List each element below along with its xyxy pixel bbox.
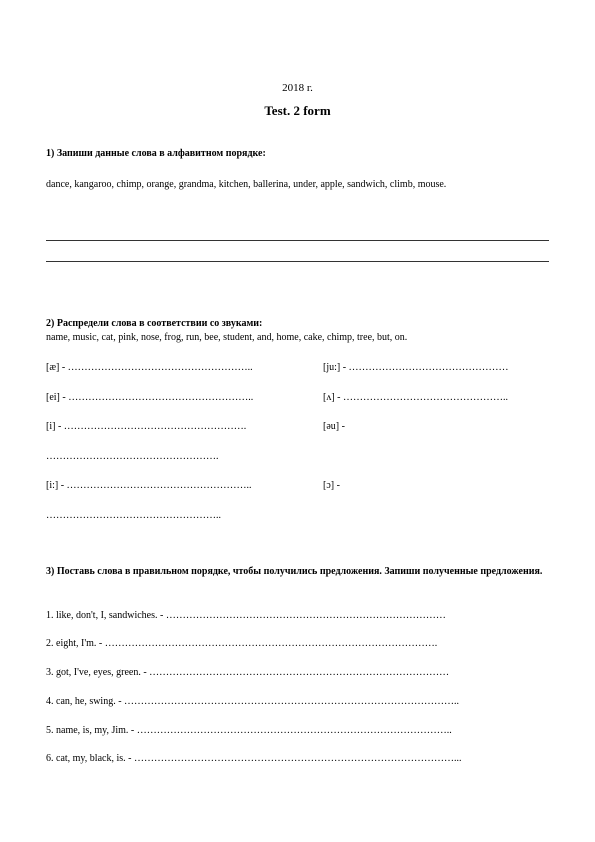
sound-row-ju: [ju:] - ………………………………………… bbox=[323, 362, 509, 373]
sound-row-ei: [ei] - ……………………………………………….. bbox=[46, 392, 254, 403]
task1-heading: 1) Запиши данные слова в алфавитном порядке: bbox=[46, 148, 266, 159]
task2-heading: 2) Распредели слова в соответствии со звуками: bbox=[46, 318, 263, 329]
sound-row-i-continuation: ……………………………………………. bbox=[46, 451, 219, 462]
sentence-item-3: 3. got, I've, eyes, green. - ……………………………………………………………………………… bbox=[46, 667, 450, 678]
sentence-item-4: 4. can, he, swing. - ……………………………………………………………………………………….. bbox=[46, 696, 460, 707]
sentence-item-1: 1. like, don't, I, sandwiches. - ………………………………………………………………………… bbox=[46, 610, 446, 621]
sound-row-ii-continuation: …………………………………………….. bbox=[46, 510, 221, 521]
sound-row-o: [ɔ] - bbox=[323, 480, 340, 491]
sound-row-ii: [i:] - ……………………………………………….. bbox=[46, 480, 252, 491]
answer-line-2 bbox=[46, 261, 549, 262]
sentence-item-6: 6. cat, my, black, is. - ……………………………………………………………………………………... bbox=[46, 753, 462, 764]
sound-row-i: [i] - ………………………………………………. bbox=[46, 421, 247, 432]
page-title: Test. 2 form bbox=[264, 103, 331, 118]
sound-row-ou: [əu] - bbox=[323, 421, 345, 432]
sentence-item-5: 5. name, is, my, Jim. - ………………………………………………………………………………….. bbox=[46, 725, 452, 736]
answer-line-1 bbox=[46, 240, 549, 241]
sound-row-wedge: [ʌ] - ………………………………………….. bbox=[323, 392, 508, 403]
sentence-item-2: 2. eight, I'm. - ………………………………………………………………………………………. bbox=[46, 638, 438, 649]
year-label: 2018 г. bbox=[282, 82, 313, 94]
task2-word-list: name, music, cat, pink, nose, frog, run, bee, student, and, home, cake, chimp, tree, but, on. bbox=[46, 332, 408, 343]
task1-word-list: dance, kangaroo, chimp, orange, grandma, kitchen, ballerina, under, apple, sandwich, climb, mouse. bbox=[46, 179, 447, 190]
task3-heading: 3) Поставь слова в правильном порядке, чтобы получились предложения. Запиши полученные предложения. bbox=[46, 566, 543, 577]
sound-row-ae: [æ] - ……………………………………………….. bbox=[46, 362, 253, 373]
